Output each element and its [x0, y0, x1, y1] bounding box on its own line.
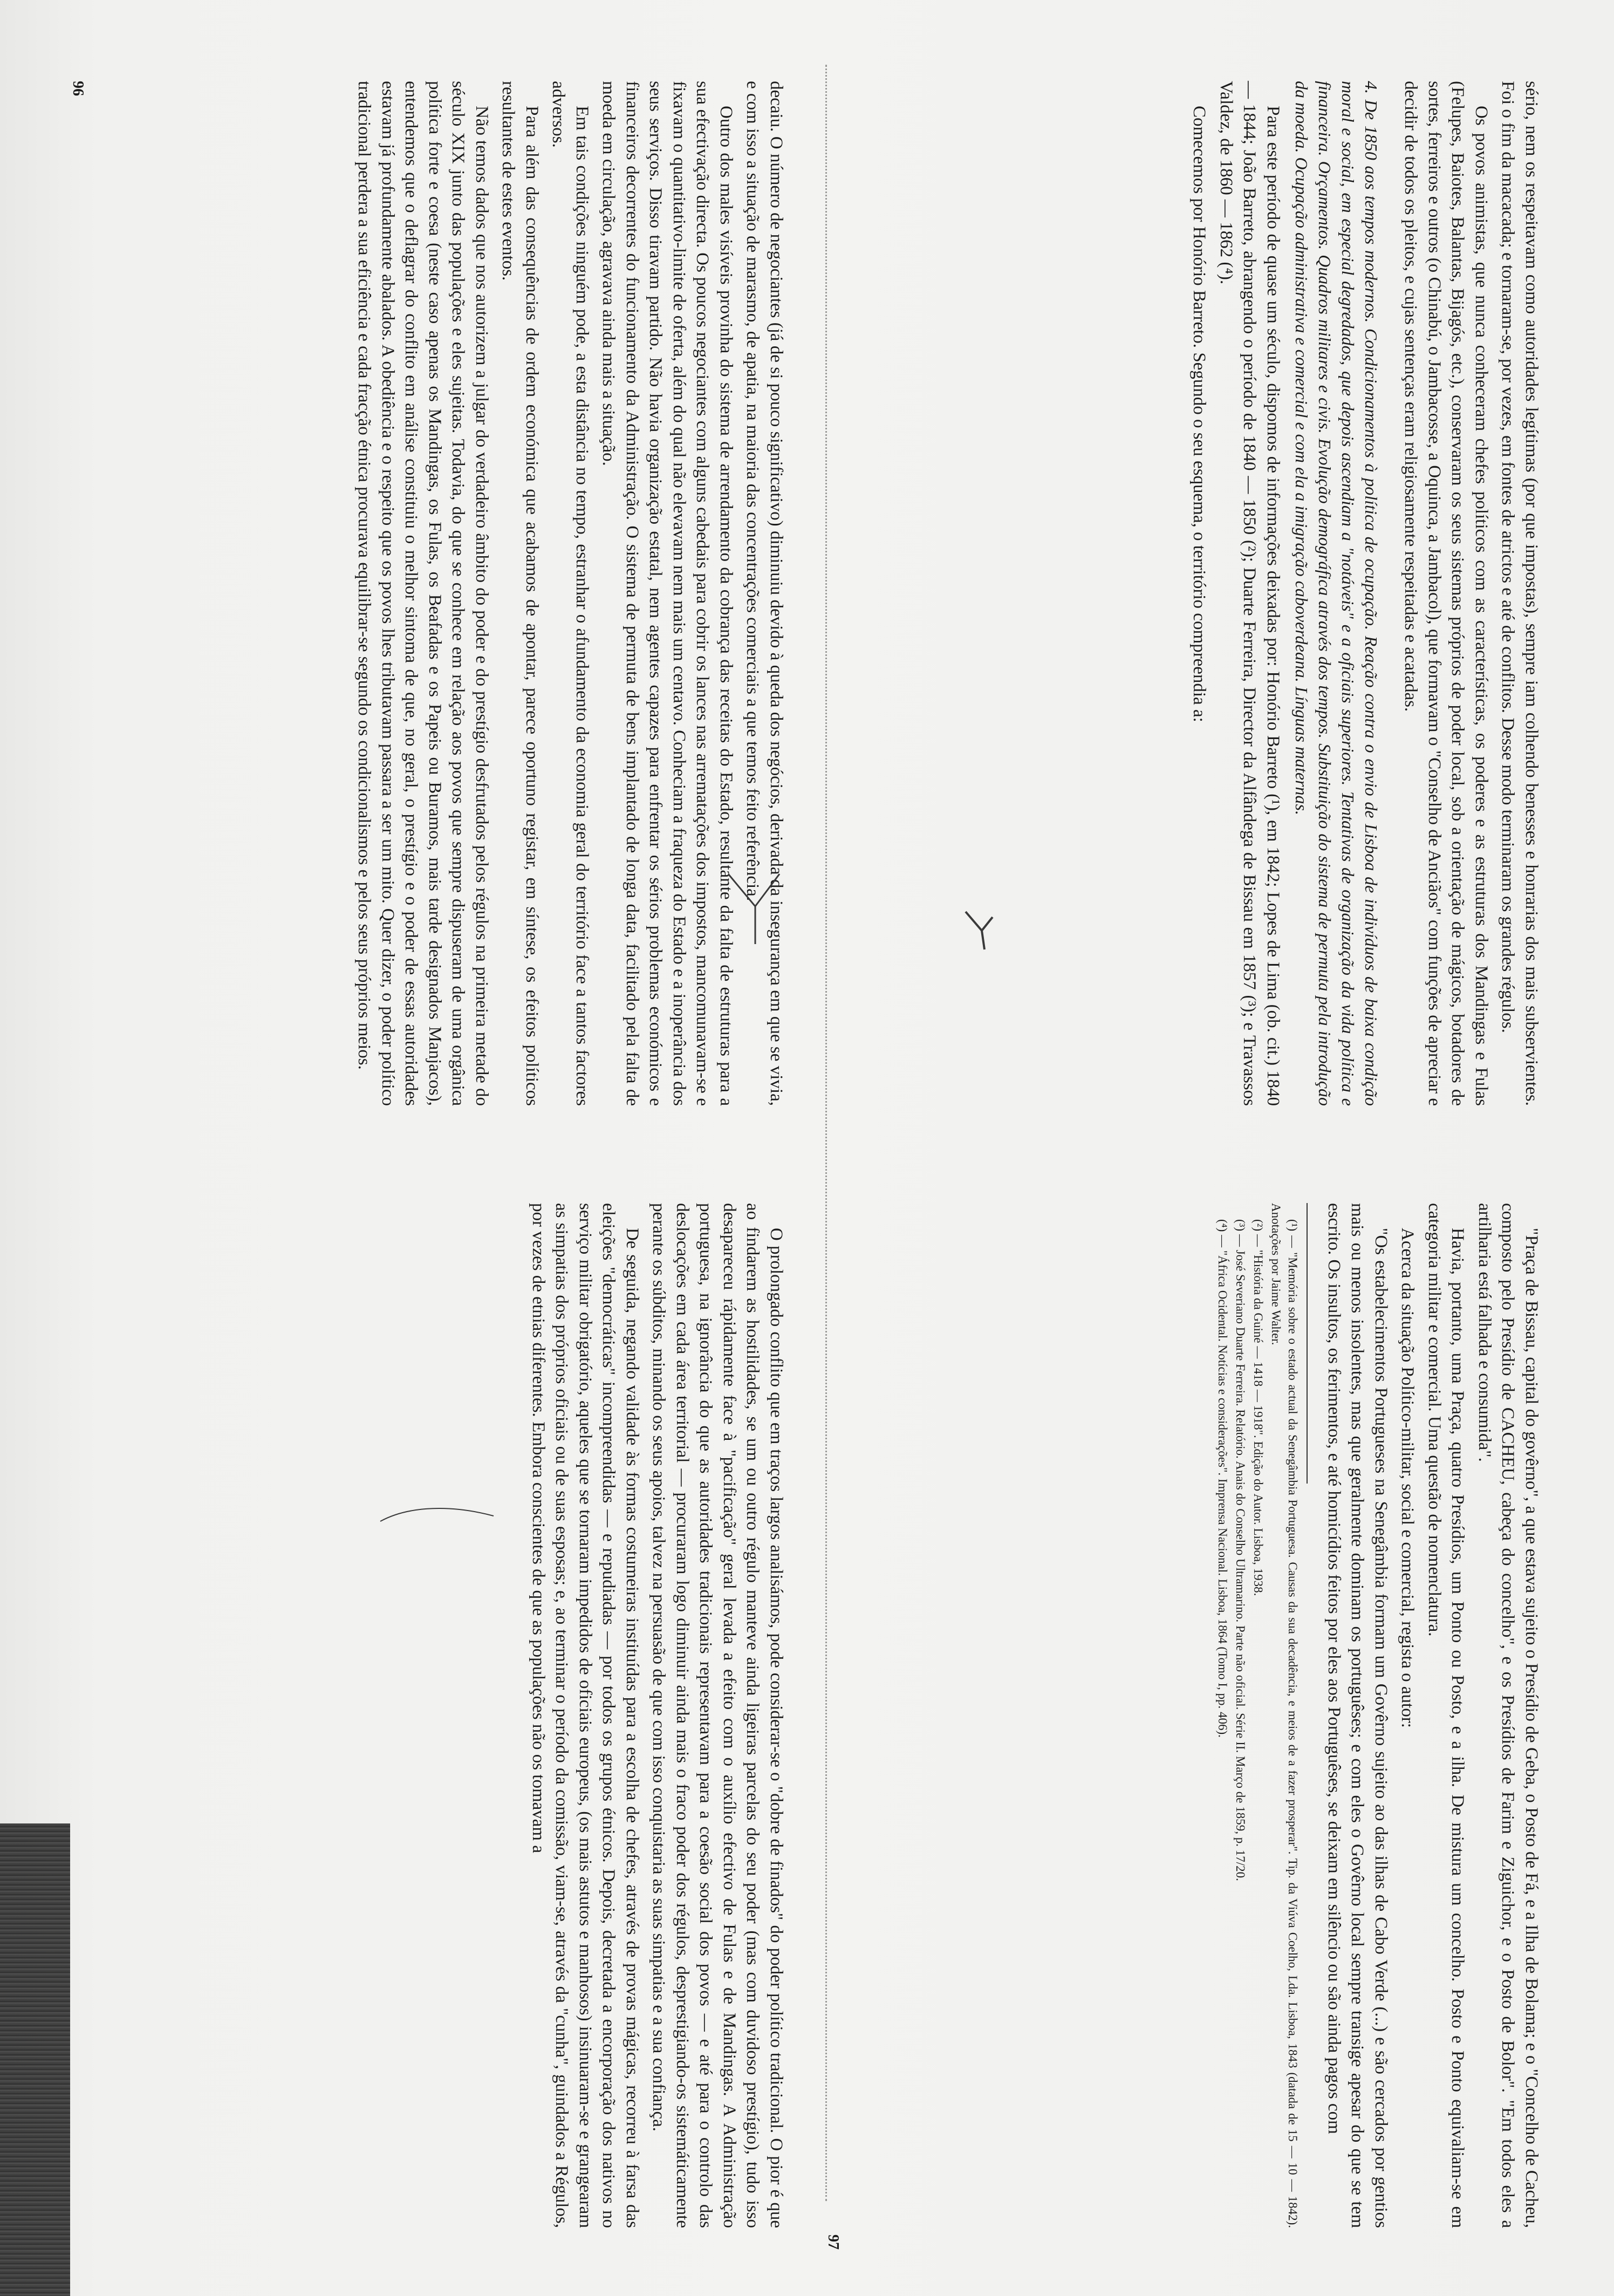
page-96: [70, 81, 788, 2260]
footnote: (⁴) — "África Ocidental. Notícias e considerações". Imprensa Nacional. Lisboa, 1864 (Tomo I, pp. 406).: [1216, 1219, 1230, 1738]
page-number: 97: [825, 2234, 842, 2250]
page-96-column-1: [70, 81, 788, 1106]
page-97: [825, 81, 1543, 2260]
paragraph: Para além das consequências de ordem económica que acabamos de apontar, parece oportuno registar, em síntese, os efeitos políticos resultantes de estes eventos.: [498, 81, 542, 1106]
footnote-divider: [1307, 1203, 1308, 1484]
page-number: 96: [70, 81, 86, 96]
paragraph: sério, nem os respeitavam como autoridades legítimas (por que impostas), sempre iam colhendo benesses e honrarias dos mais subservientes. Foi o fim da macacada; e tornaram-se, por vezes, em fontes de atrictos e até de conflitos. Desse modo terminaram os grandes régulos.: [1498, 81, 1541, 1106]
paragraph: Em tais condições ninguém pode, a esta distância no tempo, estranhar o afundamento da economia geral do território face a tantos factores adversos.: [549, 81, 592, 1106]
paragraph: decaiu. O número de negociantes (já de si pouco significativo) diminuiu devido à queda dos negócios, derivada da insegurança em que se vivia, e com isso a situação de marasmo, de apatia, na maioria das concentrações comerciais a que temos feito referência.: [743, 81, 786, 1106]
paragraph: Outro dos males visíveis provinha do sistema de arrendamento da cobrança das receitas do Estado, resultante da falta de estruturas para a sua efectivação directa. Os poucos negociantes com alguns cabedais para cobrir os lances nas arrematações dos impostos, mancomunavam-se e fixavam o quantitativo-limite de oferta, além do qual não elevavam nem mais um centavo. Conheciam a fraqueza do Estado e a inoperância dos seus serviços. Disso tiravam partido. Não havia organização estatal, nem agentes capazes para enfrentar os sérios problemas económicos e financeiros decorrentes do funcionamento da Administração. O sistema de permuta de bens implantado de longa data, facilitado pela falta de moeda em circulação, agravava ainda mais a situação.: [599, 81, 736, 1106]
page-96-column-2: [70, 1203, 788, 2228]
paragraph: Comecemos por Honório Barreto. Segundo o seu esquema, o território compreendia a:: [1189, 106, 1209, 722]
paragraph: O prolongado conflito que em traços largos analisámos, pode considerar-se o "dobre de finados" do poder político tradicional. O pior é que ao findarem as hostilidades, se um ou outro régulo manteve ainda ligeiras parcelas do seu poder (mas com duvidoso prestígio), tudo isso desapareceu rápidamente face à "pacificação" geral levada a efeito com o auxílio efectivo de Fulas e de Mandingas. A Administração portuguesa, na ignorância do que as autoridades tradicionais representavam para a coesão social dos povos — e até para o controlo das deslocações em cada área territorial — procuraram logo diminuir ainda mais o fraco poder dos régulos, desprestigiando-os sistemáticamente perante os súbditos, minando os seus apoios, talvez na persuasão de que com isso conquistaria as suas simpatias e a sua confiança.: [649, 1203, 786, 2228]
paragraph: De seguida, negando validade às formas costumeiras instituídas para a escolha de chefes, através de provas mágicas, recorreu à farsa das eleições "democráticas" incompreendidas — e repudiadas — por todos os grupos étnicos. Depois, decretada a encorporação dos nativos no serviço militar obrigatório, aqueles que se tornaram impedidos de oficiais europeus, (os mais astutos e manhosos) insinuaram-se e grangearam as simpatias dos próprios oficiais ou de suas esposas; e, ao terminar o período da comissão, viam-se, através da "cunha", guindados a Régulos, por vezes de etnias diferentes. Embora conscientes de que as populações não os tomavam a: [529, 1203, 642, 2228]
footnote: (³) — José Severiano Duarte Ferreira. Relatório. Anais do Conselho Ultramarino. Parte não oficial. Série II. Março de 1859, p. 17/20.: [1234, 1219, 1248, 1881]
pencil-flag-mark: [960, 906, 998, 955]
section-heading: 4. De 1850 aos tempos modernos. Condicionamentos à política de ocupação. Reação contra o envio de Lisboa de indivíduos de baixa condição moral e social, em especial degredados, que depois ascendiam a "notáveis" e a oficiais superiores. Tentativas de organização da vida política e financeira. Orçamentos. Quadros militares e civis. Evolução demográfica através dos tempos. Substituição do sistema de permuta pela introdução da moeda. Ocupação administrativa e comercial e com ela a imigração caboverdeana. Línguas maternas.: [1292, 81, 1381, 1106]
footnote: (²) — "História da Guiné — 1418 — 1918". Edição do Autor. Lisboa, 1938.: [1251, 1219, 1266, 1596]
pencil-arrow-mark: [723, 863, 788, 949]
pencil-stroke-mark: [378, 1500, 496, 1532]
page-97-column-2: [825, 1203, 1543, 2228]
scanner-edge-shadow: [0, 1823, 70, 2296]
footnote: (¹) — "Memória sobre o estado actual da Senegâmbia Portuguesa. Causas da sua decadência, e meios de a fazer prosperar". Tip. da Viúva Coelho, Lda. Lisboa, 1843 (datada de 15 — 10 — 1842). Anotações por Jaime Walter.: [1269, 1203, 1300, 2228]
paragraph: Acerca da situação Político-militar, social e comercial, regista o autor:: [1398, 1228, 1418, 1728]
paragraph: Os povos animistas, que nunca conheceram chefes políticos com as características, os poderes e as estruturas dos Mandingas e Fulas (Felupes, Baiotes, Balantas, Bijagós, etc.), conservaram os seus sistemas próprios de poder local, sob a orientação de mágicos, botadores de sortes, ferreiros e outros (o Chinabú, o Jambacosse, a Oquinca, a Jambacol), que formavam o "Conselho de Anciãos" com funções de apreciar e decidir de todos os pleitos, e cujas sentenças eram religiosamente respeitadas e acatadas.: [1401, 81, 1491, 1106]
paragraph: Havia, portanto, uma Praça, quatro Presídios, um Ponto ou Posto, e a ilha. De mistura um concelho. Posto e Ponto equivaliam-se em categoria militar e comercial. Uma questão de nomenclatura.: [1425, 1203, 1468, 2228]
page-97-column-1: [825, 81, 1543, 1106]
paragraph: Não temos dados que nos autorizem a julgar do verdadeiro âmbito do poder e do prestígio desfrutados pelos régulos na primeira metade do século XIX junto das populações e eles sujeitas. Todavia, do que se conhece em relação aos povos que sempre dispuseram de uma orgânica política forte e coesa (neste caso apenas os Mandingas, os Fulas, os Beafadas e os Papeis ou Buramos, mais tarde designados Manjacos), entendemos que o deflagrar do conflito em análise constituiu o melhor sintoma de que, no geral, o prestígio e o poder de essas autoridades estavam já profundamente abalados. A obediência e o respeito que os povos lhes tributavam passara a ser um mito. Quer dizer, o poder político tradicional perdera a sua eficiência e cada fracção étnica procurava equilibrar-se segundo os condicionalismos e pelos seus próprios meios.: [354, 81, 491, 1106]
paragraph: "Os estabelecimentos Portugueses na Senegâmbia formam um Govêrno sujeito ao das ilhas de Cabo Verde (...) e são cercados por gentios mais ou menos insolentes, mas que geralmente dominam os portuguêses; e com eles o Govêrno local sempre transige apesar do que se tem escrito. Os insultos, os ferimentos, e até homicídios feitos por eles aos Portuguêses, se deixam em silêncio ou são ainda pagos com: [1324, 1203, 1391, 2228]
paragraph: Para este período de quase um século, dispomos de informações deixadas por: Honório Barreto (¹), em 1842; Lopes de Lima (ob. cit.) 1840 — 1844; João Barreto, abrangendo o período de 1840 — 1850 (²); Duarte Ferreira, Director da Alfândega de Bissau em 1857 (³); e Travassos Valdez, de 1860 — 1862 (⁴).: [1216, 81, 1283, 1106]
paragraph: "Praça de Bissau, capital do govêrno", a que estava sujeito o Presídio de Geba, o Posto de Fá, e a Ilha de Bolama; e o "Concelho de Cacheu, composto pelo Presídio de CACHEU, cabeça do concelho", e os Presídios de Farim e Ziguichor, e o Posto de Bolor". "Em todos eles a artilharia está falhada e consumida".: [1475, 1203, 1541, 2228]
